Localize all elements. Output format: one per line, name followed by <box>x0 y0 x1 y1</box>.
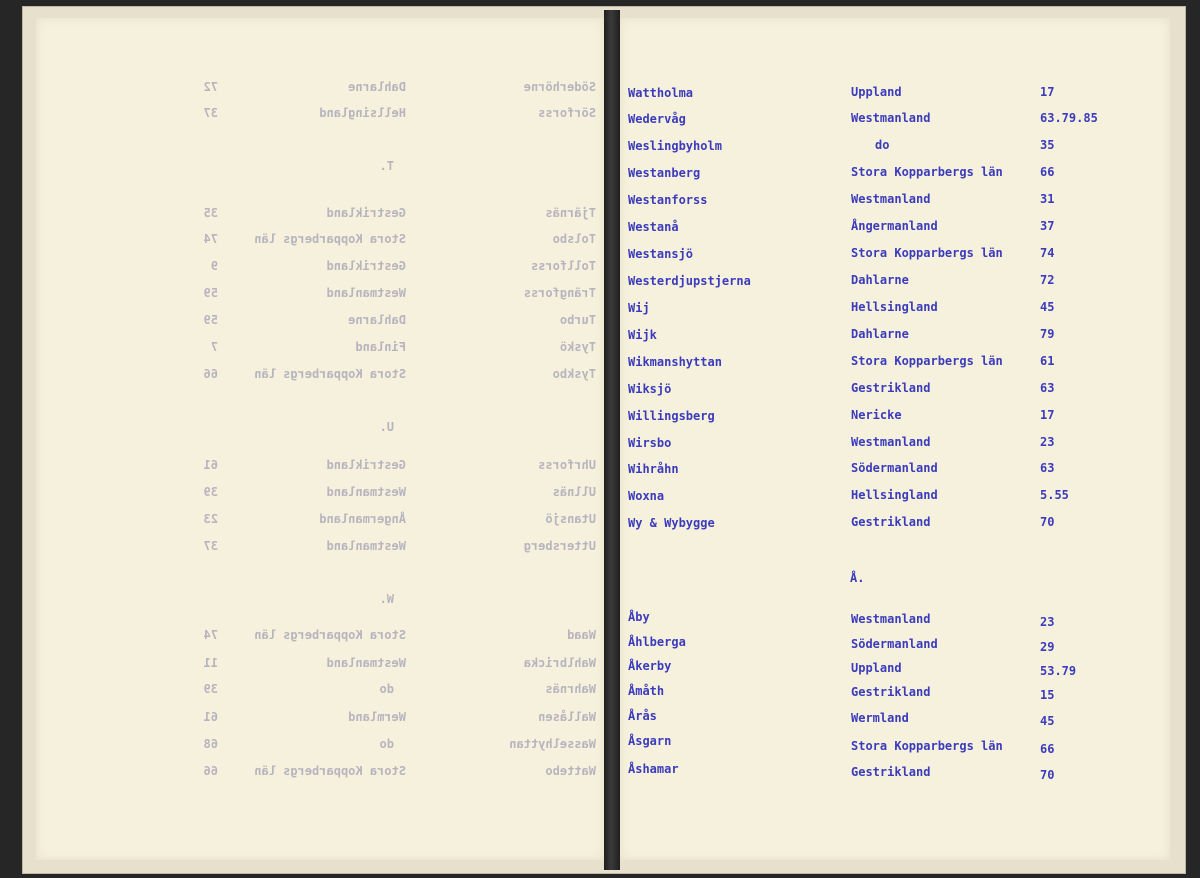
bleed-page-ref: 9 <box>210 259 218 273</box>
index-page-ref: 66 <box>1040 165 1055 179</box>
left-page-mirrored-text <box>36 18 604 860</box>
bleed-region: Westmanland <box>326 656 406 670</box>
bleed-region: Dahlarne <box>348 80 406 94</box>
bleed-place: Tollforss <box>530 259 596 273</box>
index-page-ref: 23 <box>1040 435 1055 449</box>
index-region: Westmanland <box>851 435 931 449</box>
index-page-ref: 17 <box>1040 408 1055 422</box>
bleed-page-ref: 11 <box>203 656 218 670</box>
index-region: Stora Kopparbergs län <box>851 246 1003 260</box>
bleed-region: do <box>379 682 394 696</box>
bleed-region: Stora Kopparbergs län <box>254 232 406 246</box>
bleed-place: Wahlbricka <box>523 656 596 670</box>
index-region: Uppland <box>851 661 902 675</box>
bleed-region: Wermland <box>348 710 406 724</box>
index-page-ref: 66 <box>1040 742 1055 756</box>
section-heading: Å. <box>850 571 865 585</box>
index-place: Wedervåg <box>628 112 686 126</box>
index-place: Westanforss <box>628 193 708 207</box>
index-place: Årås <box>628 709 657 723</box>
index-region: Westmanland <box>851 111 931 125</box>
index-place: Westanberg <box>628 166 701 180</box>
bleed-region: U. <box>379 420 394 434</box>
index-place: Åkerby <box>628 659 672 673</box>
index-region: Uppland <box>851 85 902 99</box>
index-page-ref: 17 <box>1040 85 1055 99</box>
bleed-page-ref: 74 <box>203 628 218 642</box>
bleed-region: Westmanland <box>326 286 406 300</box>
bleed-region: do <box>379 737 394 751</box>
index-place: Åhlberga <box>628 635 686 649</box>
bleed-place: Turbo <box>559 313 596 327</box>
bleed-page-ref: 37 <box>203 539 218 553</box>
left-page <box>36 18 604 860</box>
index-page-ref: 70 <box>1040 515 1055 529</box>
bleed-place: Uhrforss <box>538 458 596 472</box>
index-place: Woxna <box>628 489 665 503</box>
bleed-page-ref: 39 <box>203 485 218 499</box>
bleed-place: Waad <box>567 628 596 642</box>
bleed-place: Uttersberg <box>523 539 596 553</box>
index-region: Nericke <box>851 408 902 422</box>
bleed-region: Dahlarne <box>348 313 406 327</box>
index-place: Weslingbyholm <box>628 139 722 153</box>
index-page-ref: 79 <box>1040 327 1055 341</box>
index-region: Dahlarne <box>851 327 909 341</box>
bleed-page-ref: 68 <box>203 737 218 751</box>
bleed-page-ref: 35 <box>203 206 218 220</box>
bleed-region: T. <box>379 159 394 173</box>
index-region: Gestrikland <box>851 515 931 529</box>
bleed-place: Wasselhyttan <box>509 737 596 751</box>
bleed-region: Finland <box>355 340 406 354</box>
index-page-ref: 5.55 <box>1040 488 1069 502</box>
bleed-page-ref: 37 <box>203 106 218 120</box>
bleed-page-ref: 7 <box>210 340 218 354</box>
index-region: do <box>875 138 890 152</box>
index-region: Stora Kopparbergs län <box>851 354 1003 368</box>
bleed-region: Hellsingland <box>319 106 406 120</box>
bleed-page-ref: 66 <box>203 367 218 381</box>
index-place: Åby <box>628 610 650 624</box>
index-region: Södermanland <box>851 637 938 651</box>
index-place: Wiksjö <box>628 382 672 396</box>
bleed-place: Tyskbo <box>552 367 596 381</box>
index-region: Ångermanland <box>851 219 938 233</box>
book-gutter <box>604 10 620 870</box>
index-page-ref: 61 <box>1040 354 1055 368</box>
bleed-page-ref: 72 <box>203 80 218 94</box>
index-place: Wihråhn <box>628 462 679 476</box>
index-place: Åsgarn <box>628 734 672 748</box>
index-place: Westerdjupstjerna <box>628 274 751 288</box>
bleed-region: Stora Kopparbergs län <box>254 628 406 642</box>
index-place: Wy & Wybygge <box>628 516 715 530</box>
bleed-page-ref: 59 <box>203 313 218 327</box>
bleed-place: Söderhörne <box>523 80 596 94</box>
bleed-region: Stora Kopparbergs län <box>254 367 406 381</box>
bleed-page-ref: 61 <box>203 710 218 724</box>
index-place: Wirsbo <box>628 436 672 450</box>
bleed-place: Wallåsen <box>538 710 596 724</box>
index-place: Westansjö <box>628 247 694 261</box>
bleed-place: Tjärnäs <box>545 206 596 220</box>
bleed-page-ref: 61 <box>203 458 218 472</box>
index-page-ref: 35 <box>1040 138 1055 152</box>
bleed-page-ref: 59 <box>203 286 218 300</box>
bleed-place: Wattebo <box>545 764 596 778</box>
index-page-ref: 53.79 <box>1040 664 1077 678</box>
index-region: Stora Kopparbergs län <box>851 739 1003 753</box>
bleed-place: Ullnäs <box>552 485 596 499</box>
bleed-region: Gestrikland <box>326 206 406 220</box>
index-region: Gestrikland <box>851 685 931 699</box>
bleed-page-ref: 74 <box>203 232 218 246</box>
index-page-ref: 63 <box>1040 461 1055 475</box>
bleed-place: Wahrnäs <box>545 682 596 696</box>
bleed-page-ref: 66 <box>203 764 218 778</box>
bleed-page-ref: 39 <box>203 682 218 696</box>
bleed-region: Gestrikland <box>326 259 406 273</box>
index-place: Westanå <box>628 220 679 234</box>
bleed-place: Tyskö <box>559 340 596 354</box>
index-region: Wermland <box>851 711 909 725</box>
index-page-ref: 72 <box>1040 273 1055 287</box>
index-page-ref: 29 <box>1040 640 1055 654</box>
index-page-ref: 37 <box>1040 219 1055 233</box>
index-page-ref: 45 <box>1040 300 1055 314</box>
index-region: Westmanland <box>851 192 931 206</box>
bleed-place: Tolsbo <box>552 232 596 246</box>
right-page <box>620 18 1170 860</box>
bleed-region: W. <box>379 592 394 606</box>
index-place: Wij <box>628 301 650 315</box>
index-region: Södermanland <box>851 461 938 475</box>
index-page-ref: 15 <box>1040 688 1055 702</box>
index-page-ref: 23 <box>1040 615 1055 629</box>
index-page-ref: 63 <box>1040 381 1055 395</box>
index-region: Hellsingland <box>851 488 938 502</box>
index-page-ref: 31 <box>1040 192 1055 206</box>
bleed-place: Utansjö <box>545 512 596 526</box>
index-region: Stora Kopparbergs län <box>851 165 1003 179</box>
bleed-region: Ångermanland <box>319 512 406 526</box>
index-place: Wikmanshyttan <box>628 355 722 369</box>
index-page-ref: 70 <box>1040 768 1055 782</box>
bleed-region: Stora Kopparbergs län <box>254 764 406 778</box>
index-place: Wijk <box>628 328 657 342</box>
index-place: Åshamar <box>628 762 679 776</box>
bleed-region: Westmanland <box>326 485 406 499</box>
index-page-ref: 74 <box>1040 246 1055 260</box>
index-place: Wattholma <box>628 86 694 100</box>
bleed-place: Trängforss <box>523 286 596 300</box>
index-region: Westmanland <box>851 612 931 626</box>
bleed-page-ref: 23 <box>203 512 218 526</box>
index-region: Hellsingland <box>851 300 938 314</box>
bleed-region: Gestrikland <box>326 458 406 472</box>
index-region: Dahlarne <box>851 273 909 287</box>
index-place: Willingsberg <box>628 409 715 423</box>
index-region: Gestrikland <box>851 765 931 779</box>
bleed-place: Sörforss <box>538 106 596 120</box>
index-page-ref: 63.79.85 <box>1040 111 1098 125</box>
bleed-region: Westmanland <box>326 539 406 553</box>
index-region: Gestrikland <box>851 381 931 395</box>
index-place: Åmåth <box>628 684 665 698</box>
index-page-ref: 45 <box>1040 714 1055 728</box>
